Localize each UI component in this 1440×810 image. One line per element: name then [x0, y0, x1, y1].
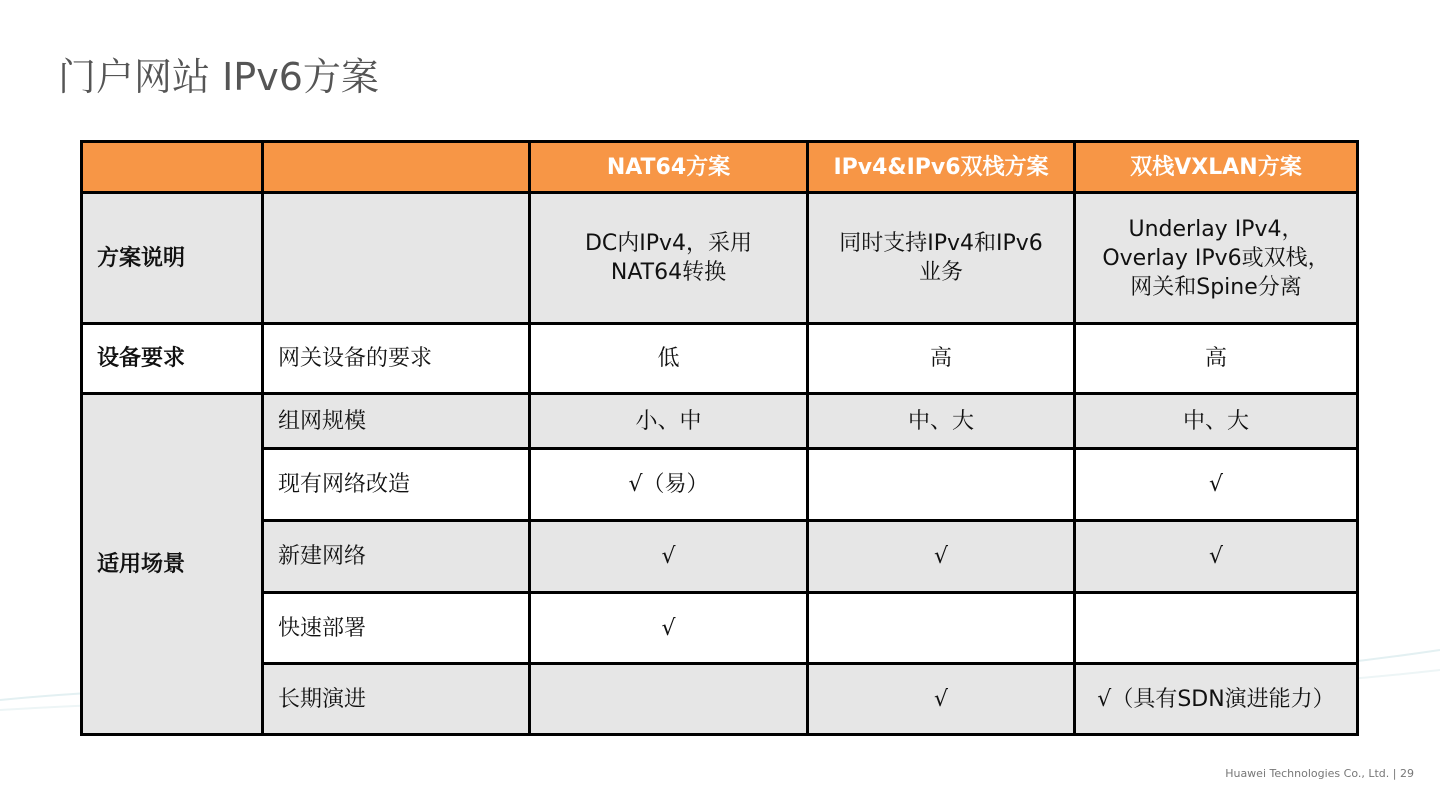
table-cell: 小、中	[530, 394, 808, 449]
table-cell: √	[1075, 521, 1358, 593]
header-cell	[82, 142, 263, 193]
header-row	[82, 142, 1358, 193]
row-sublabel: 现有网络改造	[263, 449, 530, 521]
table-cell: DC内IPv4，采用NAT64转换	[530, 193, 808, 324]
row-sublabel: 新建网络	[263, 521, 530, 593]
table-row	[82, 394, 1358, 449]
table-row	[82, 521, 1358, 593]
table-cell: √	[808, 521, 1075, 593]
table-cell	[808, 449, 1075, 521]
table-cell: Underlay IPv4，Overlay IPv6或双栈，网关和Spine分离	[1075, 193, 1358, 324]
table-cell	[1075, 593, 1358, 664]
row-sublabel	[263, 193, 530, 324]
comparison-table	[80, 140, 1359, 736]
row-label: 适用场景	[82, 394, 263, 735]
footer-divider: |	[1392, 767, 1400, 780]
table-cell: √	[530, 521, 808, 593]
table-row	[82, 324, 1358, 394]
row-label: 设备要求	[82, 324, 263, 394]
header-vxlan: 双栈VXLAN方案	[1075, 142, 1358, 193]
row-sublabel: 网关设备的要求	[263, 324, 530, 394]
table-cell	[530, 664, 808, 735]
page-title: 门户网站 IPv6方案	[58, 55, 379, 99]
table-row	[82, 193, 1358, 324]
table-cell: 中、大	[1075, 394, 1358, 449]
row-sublabel: 长期演进	[263, 664, 530, 735]
table-cell: 中、大	[808, 394, 1075, 449]
row-label: 方案说明	[82, 193, 263, 324]
table-cell: √（具有SDN演进能力）	[1075, 664, 1358, 735]
header-nat64: NAT64方案	[530, 142, 808, 193]
table-cell: 高	[808, 324, 1075, 394]
table-cell: 高	[1075, 324, 1358, 394]
table-row	[82, 593, 1358, 664]
table-cell: √	[1075, 449, 1358, 521]
table-cell: √（易）	[530, 449, 808, 521]
footer	[1225, 767, 1414, 780]
table-row	[82, 664, 1358, 735]
table-cell: 低	[530, 324, 808, 394]
header-dual-stack: IPv4&IPv6双栈方案	[808, 142, 1075, 193]
company-name: Huawei Technologies Co., Ltd.	[1225, 767, 1390, 780]
table-cell: √	[808, 664, 1075, 735]
table-row	[82, 449, 1358, 521]
row-sublabel: 快速部署	[263, 593, 530, 664]
page-number: 29	[1400, 767, 1414, 780]
row-sublabel: 组网规模	[263, 394, 530, 449]
table-cell	[808, 593, 1075, 664]
header-cell	[263, 142, 530, 193]
table-cell: 同时支持IPv4和IPv6业务	[808, 193, 1075, 324]
table-cell: √	[530, 593, 808, 664]
